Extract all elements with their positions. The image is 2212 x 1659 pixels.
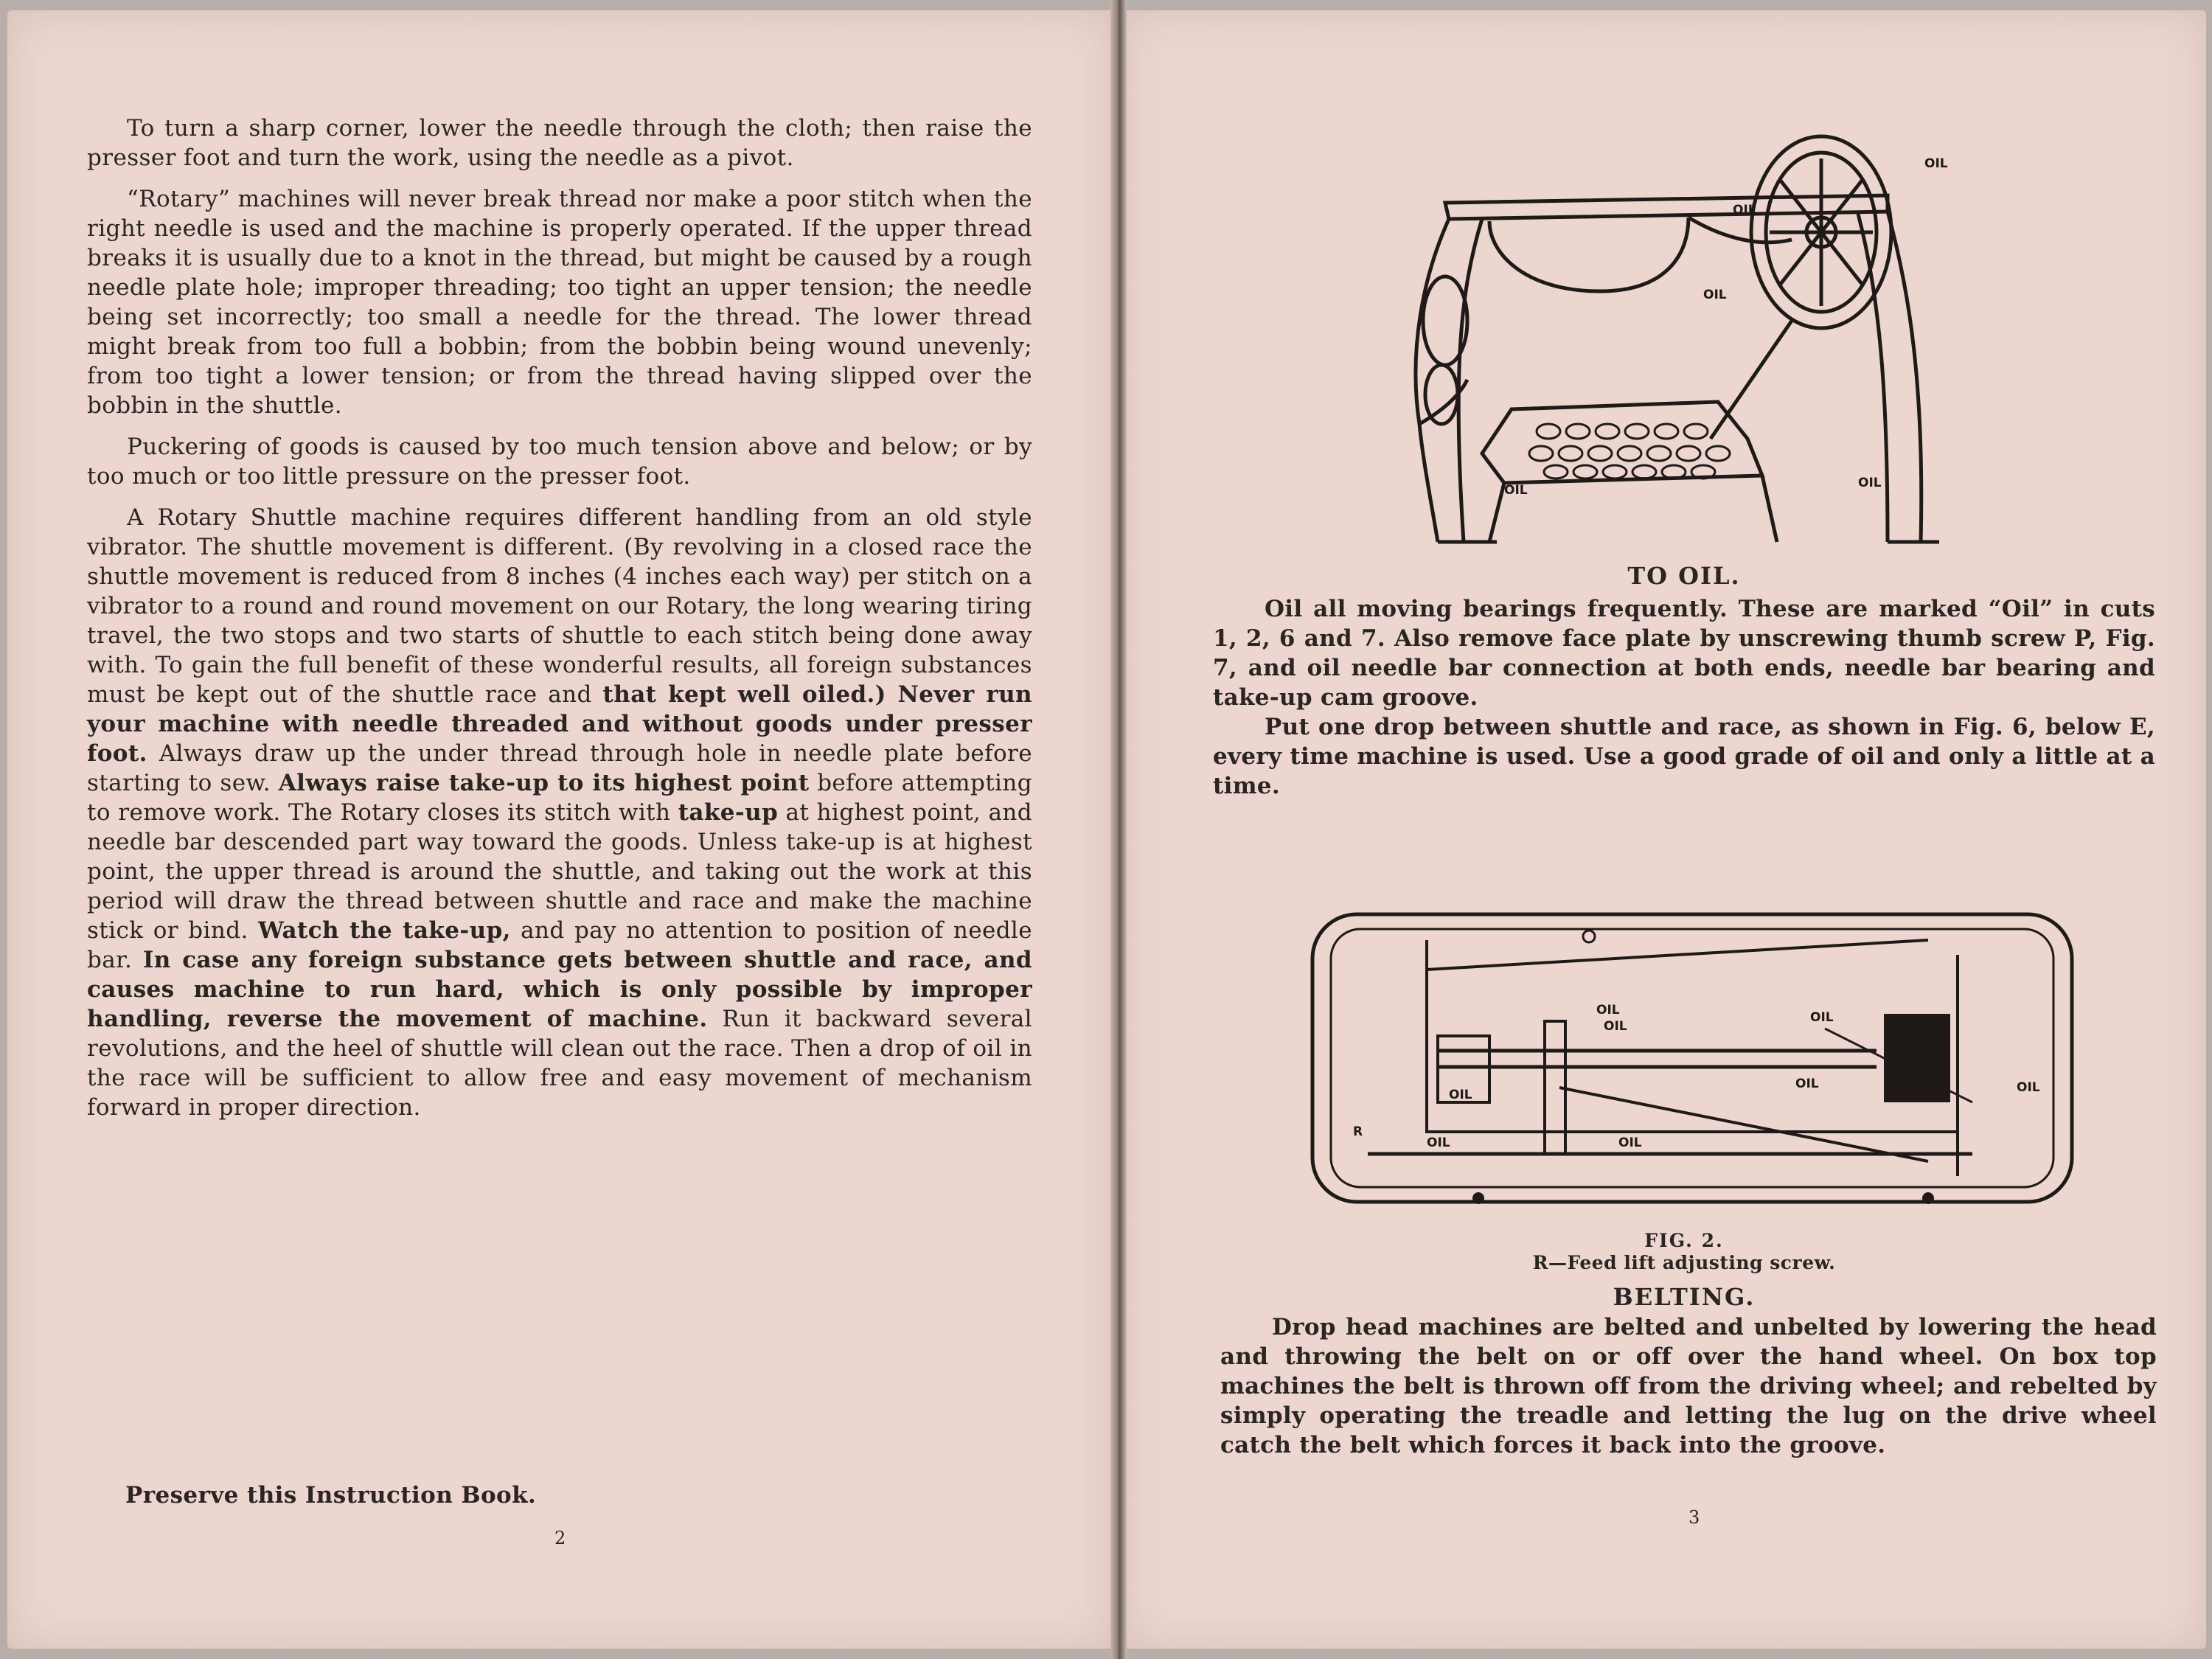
to-oil-text xyxy=(1213,594,2155,801)
oil-label: OIL xyxy=(1427,1135,1450,1150)
oil-label: OIL xyxy=(2017,1080,2040,1095)
belting-text xyxy=(1220,1312,2157,1460)
treadle-stand-illustration xyxy=(1379,129,1991,549)
oil-label: OIL xyxy=(1733,203,1756,218)
paragraph-thread-breaks: “Rotary” machines will never break thread nor make a poor stitch when the right needle is used and the machine is properly operated. If the upper thread breaks it is usually due to a knot in the thread, but might be caused by a rough needle plate hole; improper threading; too tight an upper tension; the needle being set incorrectly; too small a needle for the thread. The lower thread might break from too full a bobbin; from the bobbin being wound unevenly; from too tight a lower tension; or from the thread having slipped over the bobbin in the shuttle. xyxy=(87,186,1032,419)
oil-label: OIL xyxy=(1703,288,1727,302)
text-run: and pay no attention to position of needle bar. xyxy=(87,917,1032,973)
text-run-bold: Always raise take-up to its highest point xyxy=(278,770,810,796)
paragraph-belting: Drop head machines are belted and unbelted by lowering the head and throwing the belt on or off over the hand wheel. On box top machines the belt is thrown off from the driving wheel; and rebelted by simply operating the treadle and letting the lug on the drive wheel catch the belt which forces it back into the groove. xyxy=(1220,1314,2157,1458)
to-oil-heading: TO OIL. xyxy=(1627,562,1741,590)
oil-label: OIL xyxy=(1618,1135,1642,1150)
machine-underside-illustration xyxy=(1309,911,2076,1206)
paragraph-one-drop: Put one drop between shuttle and race, as shown in Fig. 6, below E, every time machine is used. Use a good grade of oil and only a little at a time. xyxy=(1213,714,2155,799)
text-run: Always draw up the under thread through hole in needle plate before starting to sew. xyxy=(87,740,1032,796)
oil-label: OIL xyxy=(1604,1019,1627,1034)
text-run: A Rotary Shuttle machine requires different handling from an old style vibrator. The shuttle movement is different. (By revolving in a closed race the shuttle movement is reduced from 8 inches (4 inches each way) per stitch on a vibrator to a round and round movement on our Rotary, the long wearing tiring travel, the two stops and two starts of shuttle to each stitch being done away with. To gain the full benefit of these wonderful results, all foreign substances must be kept out of the shuttle race and xyxy=(87,504,1032,708)
oil-label: OIL xyxy=(1810,1010,1834,1025)
page-number-right: 3 xyxy=(1688,1507,1700,1528)
fig2-caption: FIG. 2. xyxy=(1644,1230,1724,1251)
oil-label: OIL xyxy=(1596,1003,1620,1018)
oil-label: OIL xyxy=(1449,1088,1472,1102)
text-run: Run it backward several revolutions, and the heel of shuttle will clean out the race. Then a drop of oil in the race will be sufficient to allow free and easy movement of mechanism forward in proper direction. xyxy=(87,1006,1032,1121)
book-spine xyxy=(1110,0,1127,1659)
text-run-bold: Watch the take-up, xyxy=(258,917,511,944)
fig2-subcaption: R—Feed lift adjusting screw. xyxy=(1532,1252,1836,1273)
oil-label: OIL xyxy=(1795,1077,1819,1091)
left-page-body xyxy=(87,114,1032,1134)
oil-label: OIL xyxy=(1504,483,1528,498)
text-run-bold: In case any foreign substance gets between shuttle and race, and causes machine to run hard, which is only possible by improper handling, reverse the movement of machine. xyxy=(87,947,1032,1032)
paragraph-puckering: Puckering of goods is caused by too much tension above and below; or by too much or too little pressure on the presser foot. xyxy=(87,434,1032,490)
oil-label: OIL xyxy=(1858,476,1882,490)
paragraph-sharp-corner: To turn a sharp corner, lower the needle through the cloth; then raise the presser foot and turn the work, using the needle as a pivot. xyxy=(87,115,1032,171)
paragraph-oil-bearings: Oil all moving bearings frequently. These are marked “Oil” in cuts 1, 2, 6 and 7. Also remove face plate by unscrewing thumb screw P, Fig. 7, and oil needle bar connection at both ends, needle bar bearing and take-up cam groove. xyxy=(1213,596,2155,711)
paragraph-rotary-handling xyxy=(87,503,1032,1122)
page-number-left: 2 xyxy=(554,1528,566,1548)
text-run-bold: take-up xyxy=(678,799,779,826)
oil-label: OIL xyxy=(1924,156,1948,171)
preserve-book-note: Preserve this Instruction Book. xyxy=(125,1482,537,1509)
belting-heading: BELTING. xyxy=(1613,1283,1756,1311)
text-run-bold: that kept well oiled.) Never run your machine with needle threaded and without goods under presser foot. xyxy=(87,681,1032,767)
text-run: before attempting to remove work. The Rotary closes its stitch with xyxy=(87,770,1032,826)
r-label: R xyxy=(1353,1124,1363,1139)
text-run: at highest point, and needle bar descended part way toward the goods. Unless take-up is at highest point, the upper thread is around the shuttle, and taking out the work at this period will draw the thread between shuttle and race and make the machine stick or bind. xyxy=(87,799,1032,944)
